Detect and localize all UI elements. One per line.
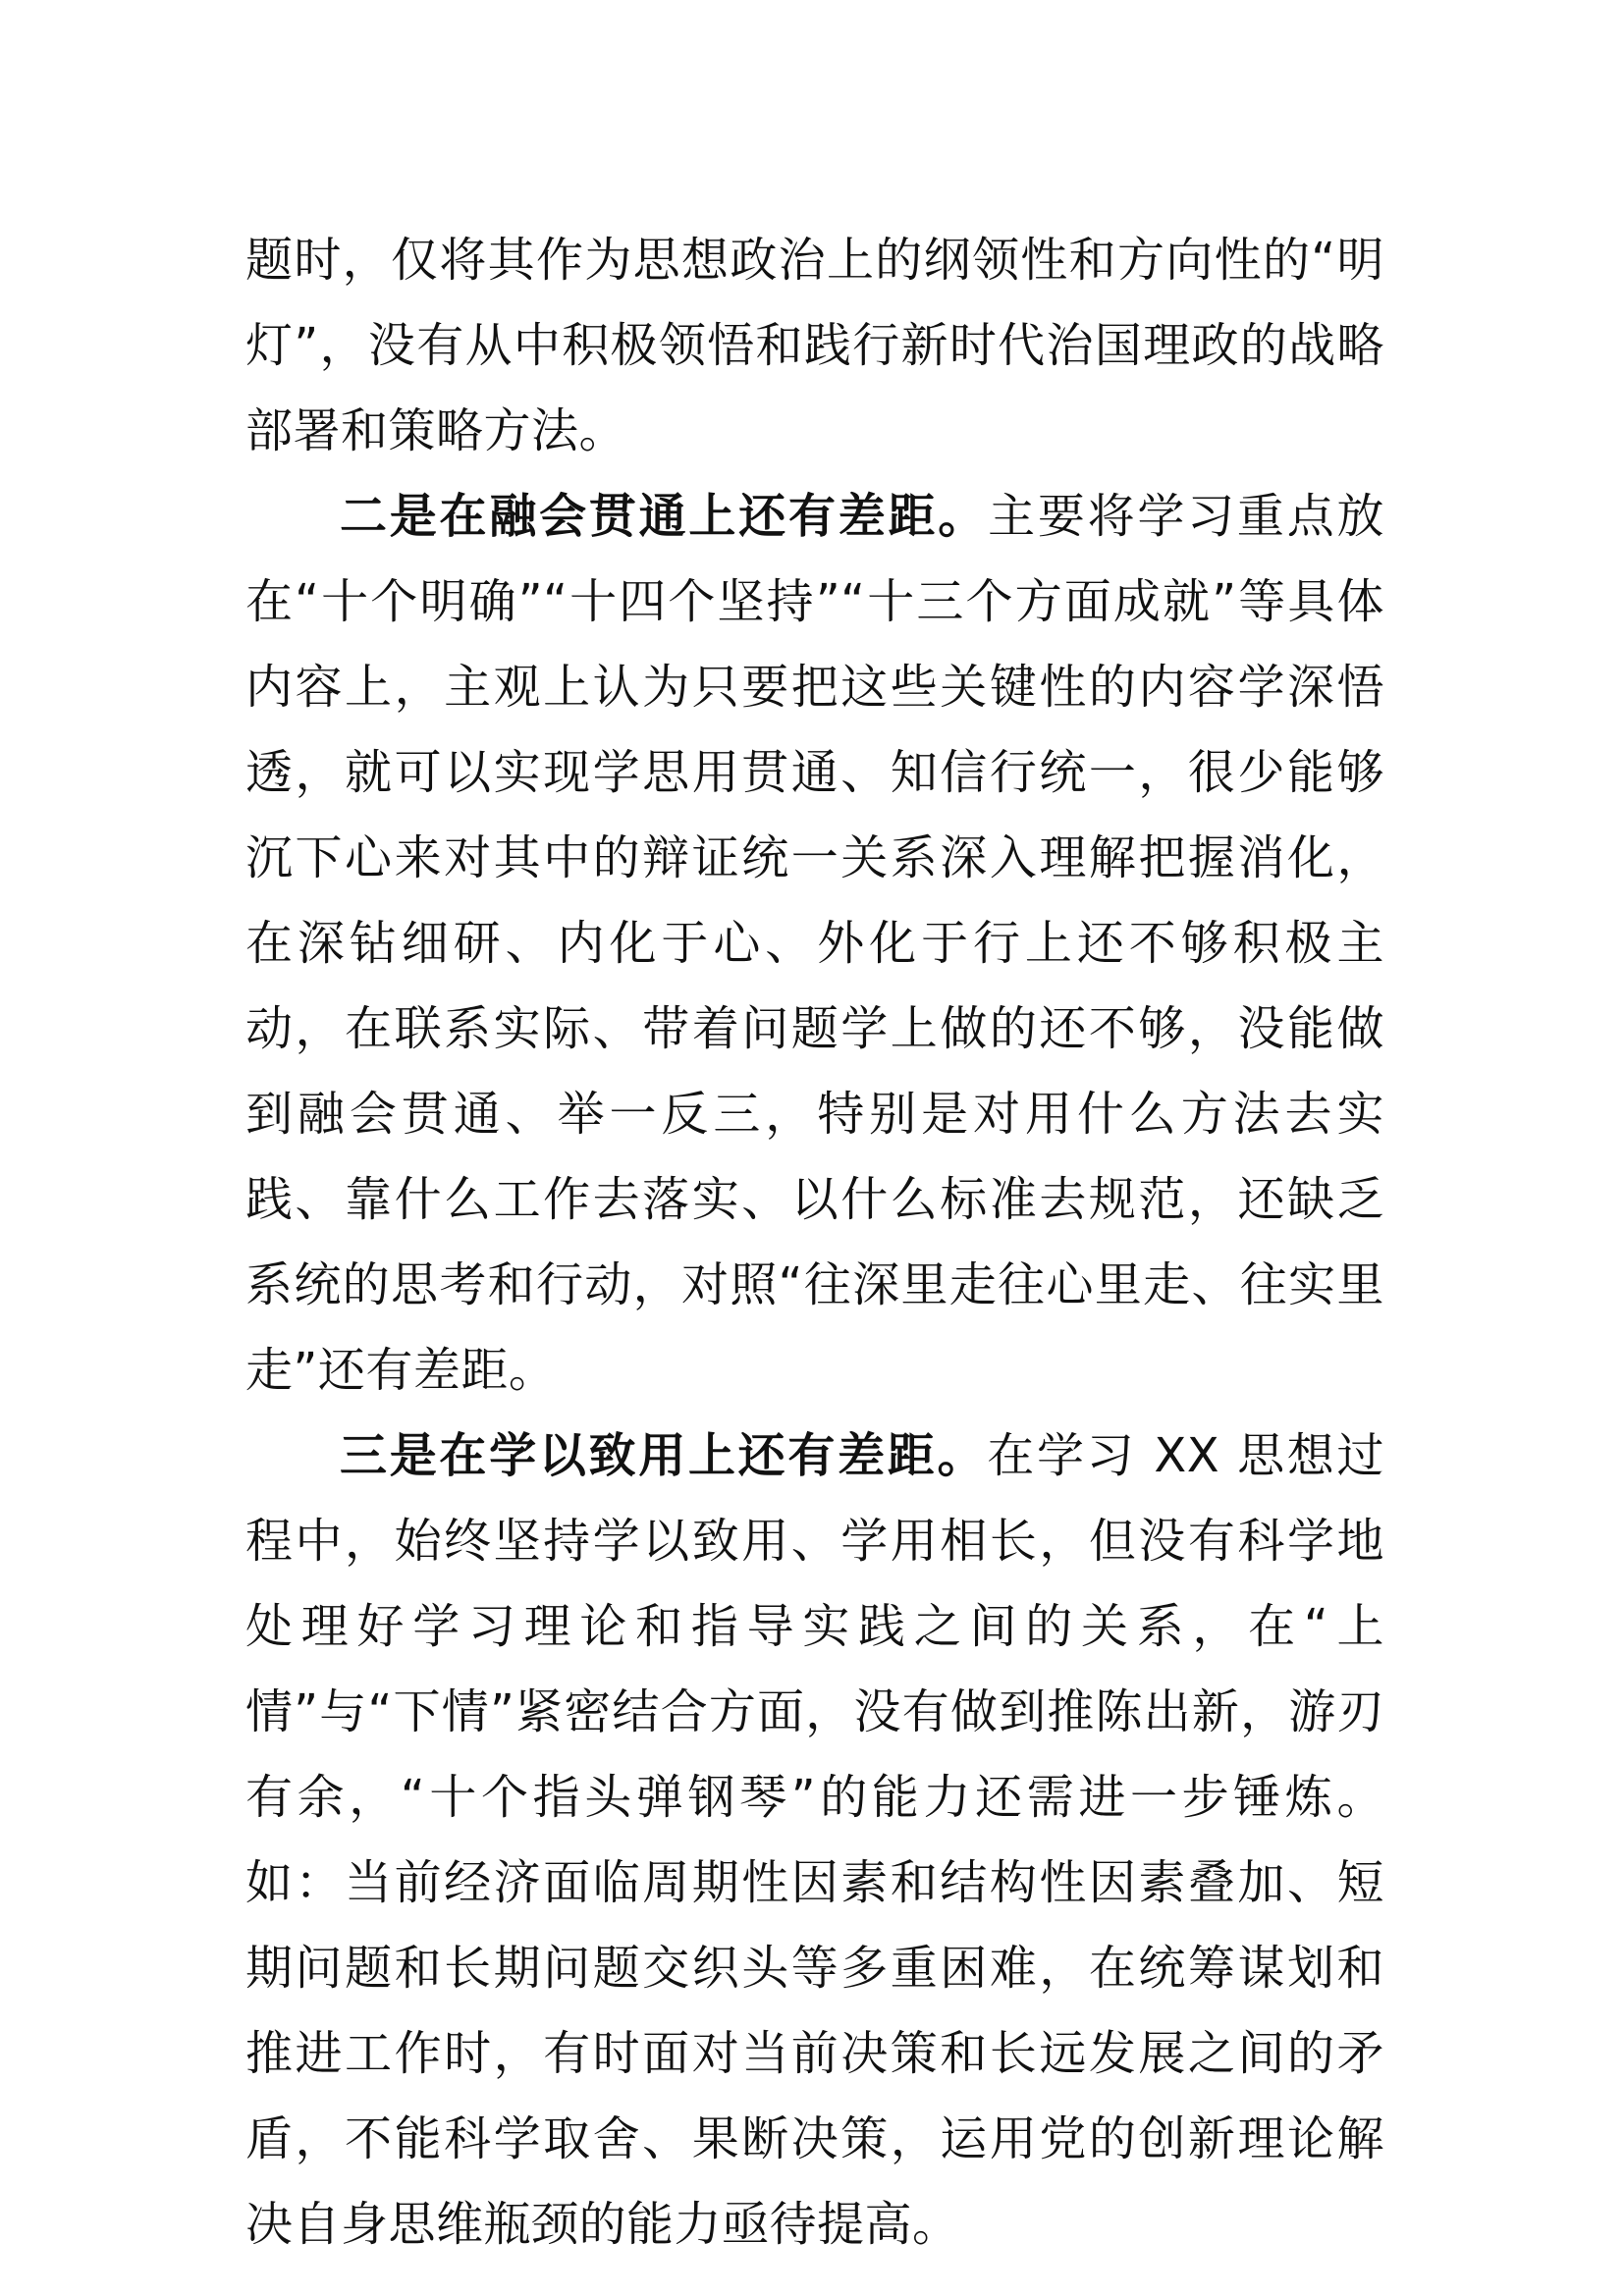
document-body (245, 218, 1384, 2268)
paragraph-heading: 三是在学以致用上还有差距。 (340, 1428, 988, 1483)
paragraph-heading: 二是在融会贯通上还有差距。 (340, 489, 989, 544)
paragraph-body: 主要将学习重点放在“十个明确”“十四个坚持”“十三个方面成就”等具体内容上，主观上认为只要把这些关键性的内容学深悟透，就可以实现学思用贯通、知信行统一，很少能够沉下心来对其中的辩证统一关系深入理解把握消化，在深钻细研、内化于心、外化于行上还不够积极主动，在联系实际、带着问题学上做的还不够，没能做到融会贯通、举一反三，特别是对用什么方法去实践、靠什么工作去落实、以什么标准去规范，还缺乏系统的思考和行动，对照“往深里走往心里走、往实里走”还有差距。 (245, 489, 1384, 1398)
paragraph-body: 题时，仅将其作为思想政治上的纲领性和方向性的“明灯”，没有从中积极领悟和践行新时代治国理政的战略部署和策略方法。 (245, 233, 1384, 458)
paragraph-point-three (245, 1414, 1384, 2268)
paragraph-continuation (245, 218, 1384, 474)
paragraph-body: 在学习 XX 思想过程中，始终坚持学以致用、学用相长，但没有科学地处理好学习理论和指导实践之间的关系，在“上情”与“下情”紧密结合方面，没有做到推陈出新，游刃有余，“十个指头弹钢琴”的能力还需进一步锤炼。如：当前经济面临周期性因素和结构性因素叠加、短期问题和长期问题交织头等多重困难，在统筹谋划和推进工作时，有时面对当前决策和长远发展之间的矛盾，不能科学取舍、果断决策，运用党的创新理论解决自身思维瓶颈的能力亟待提高。 (245, 1428, 1384, 2252)
paragraph-point-two (245, 474, 1384, 1414)
